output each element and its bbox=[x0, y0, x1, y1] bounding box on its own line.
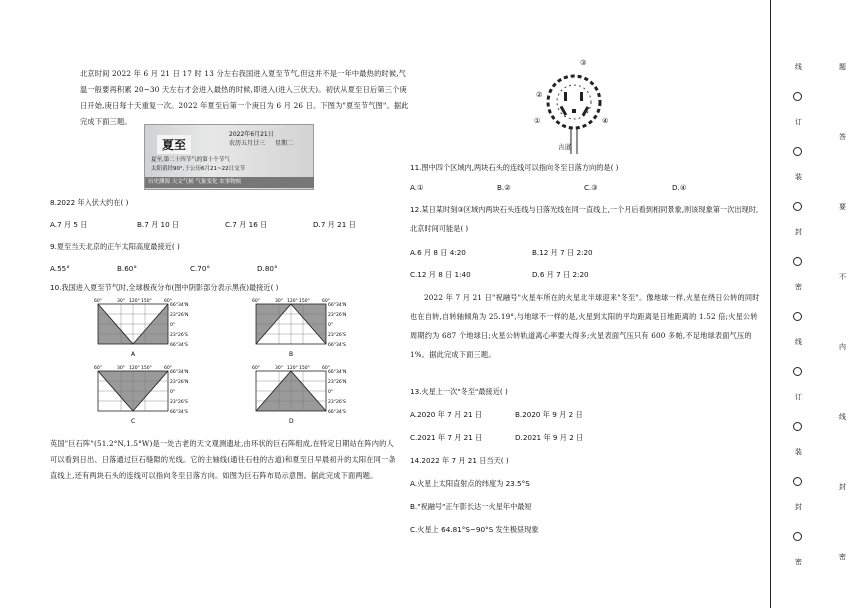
binding-hole-icon bbox=[793, 367, 802, 376]
q9-option-d: D.80° bbox=[257, 264, 278, 273]
stonehenge-road-label: 古道 bbox=[558, 143, 571, 151]
q9-option-a: A.55° bbox=[50, 264, 70, 273]
binding-char: 密 bbox=[795, 283, 802, 291]
q13-stem: 13.火星上一次"冬至"最接近( ) bbox=[410, 387, 508, 396]
q12-option-c: C.12 月 8 日 1:40 bbox=[410, 270, 471, 279]
intro-paragraph-1: 北京时间 2022 年 6 月 21 日 17 时 13 分左右我国进入夏至节气,但这并不是一年中最热的时候,气温一般要再积累 20~30 天左右才会进入最热的时候,即进入(进入三伏天)。初伏从夏至日后第三个庚日开始,庚日每十天重复一次。2022 年夏至后第一个庚日为 6 月 26 日。下图为"夏至节气图"。据此完成下面三题。 bbox=[80, 69, 409, 126]
binding-hole-icon bbox=[793, 477, 802, 486]
binding-char-inner: 封 bbox=[839, 483, 846, 491]
lat-label: 66°34'N bbox=[170, 370, 189, 375]
q8-option-b: B.7 月 10 日 bbox=[137, 220, 180, 229]
binding-char-inner: 要 bbox=[839, 203, 846, 211]
lon-label: 60° bbox=[322, 366, 330, 371]
polar-night-map-b bbox=[250, 296, 355, 360]
lon-label: 150° bbox=[141, 366, 152, 371]
banner-title: 夏至 bbox=[157, 135, 191, 154]
stonehenge-diagram bbox=[534, 58, 614, 152]
q11-option-b: B.② bbox=[497, 183, 511, 192]
q14-option-b: B."祝融号"正午影长达一火星年中最短 bbox=[410, 502, 532, 511]
lat-label: 23°26'S bbox=[170, 400, 188, 405]
q13-option-c: C.2021 年 7 月 21 日 bbox=[410, 433, 483, 442]
lon-label: 30° bbox=[275, 299, 283, 304]
lat-label: 23°26'N bbox=[328, 313, 347, 318]
map-letter: C bbox=[131, 418, 136, 425]
binding-hole-icon bbox=[793, 257, 802, 266]
lat-label: 66°34'N bbox=[170, 303, 189, 308]
q14-option-a: A.火星上太阳直射点的纬度为 23.5°S bbox=[410, 479, 530, 488]
lon-label: 120° bbox=[287, 299, 298, 304]
binding-char: 订 bbox=[795, 118, 802, 126]
q10-stem: 10.我国进入夏至节气时,全球极夜分布(图中阴影部分表示黑夜)最接近( ) bbox=[50, 283, 279, 292]
binding-char-inner: 密 bbox=[839, 553, 846, 561]
stonehenge-mark-1: ① bbox=[534, 116, 541, 125]
q11-stem: 11.图中四个区域内,两块石头的连线可以指向冬至日落方向的是( ) bbox=[410, 163, 619, 172]
lat-label: 23°26'S bbox=[328, 333, 346, 338]
banner-date: 2022年6月21日 bbox=[229, 131, 274, 138]
lon-label: 60° bbox=[164, 299, 172, 304]
q13-option-d: D.2021 年 9 月 2 日 bbox=[515, 433, 584, 442]
intro-paragraph-2: 英国"巨石阵"(51.2°N,1.5°W)是一处古老的天文观测遗址,由环状的巨石阵组成,在特定日期站在阵内的人可以看到日出、日落通过巨石缝隙的光线。它的主轴线(通往石柱的古道)和夏至日早晨初升的太阳在同一条直线上,还有两块石头的连线可以指向冬至日落方向。如图为巨石阵布局示意图。据此完成下面两题。 bbox=[50, 439, 396, 480]
polar-night-map-c bbox=[92, 363, 197, 427]
intro-paragraph-3: 2022 年 7 月 21 日"祝融号"火星车所在的火星北半球迎来"冬至"。像地球一样,火星在绕日公转的同时也在自转,自转轴倾角为 25.19°,与地球不一样的是,火星到太阳的平均距离是日地距离的 1.52 倍;火星公转周期约为 687 个地球日;火星公转轨道离心率要大得多;火星表面气压只有 600 多帕,不足地球表面气压的 1%。据此完成下面三题。 bbox=[410, 293, 760, 359]
lon-label: 60° bbox=[164, 366, 172, 371]
stonehenge-mark-3: ③ bbox=[580, 58, 587, 67]
lat-label: 66°34'N bbox=[328, 303, 347, 308]
binding-hole-icon bbox=[793, 147, 802, 156]
stonehenge-mark-2: ② bbox=[536, 90, 543, 99]
lon-label: 150° bbox=[299, 366, 310, 371]
binding-char-inner: 题 bbox=[839, 63, 846, 71]
lon-label: 30° bbox=[275, 366, 283, 371]
lat-label: 23°26'N bbox=[328, 380, 347, 385]
polar-night-map-a bbox=[92, 296, 197, 360]
banner-weekday: 星期二 bbox=[275, 140, 294, 147]
lon-label: 30° bbox=[117, 366, 125, 371]
binding-char: 封 bbox=[795, 228, 802, 236]
lon-label: 150° bbox=[141, 299, 152, 304]
banner-line-1: 夏至,第二十四节气的第十个节气 bbox=[151, 157, 230, 163]
binding-hole-icon bbox=[793, 422, 802, 431]
lat-label: 0° bbox=[170, 390, 176, 395]
lon-label: 30° bbox=[117, 299, 125, 304]
binding-char: 订 bbox=[795, 393, 802, 401]
lon-label: 60° bbox=[322, 299, 330, 304]
q9-option-b: B.60° bbox=[117, 264, 137, 273]
map-letter: D bbox=[289, 418, 294, 425]
lat-label: 66°34'N bbox=[328, 370, 347, 375]
lon-label: 120° bbox=[129, 299, 140, 304]
lat-label: 0° bbox=[328, 323, 334, 328]
lon-label: 60° bbox=[252, 366, 260, 371]
q14-stem: 14.2022 年 7 月 21 日当天( ) bbox=[410, 456, 509, 465]
binding-char-inner: 不 bbox=[839, 273, 846, 281]
binding-char: 线 bbox=[795, 63, 802, 71]
map-letter: A bbox=[131, 351, 136, 358]
q12-option-d: D.6 月 7 日 2:20 bbox=[532, 270, 589, 279]
binding-char-inner: 线 bbox=[839, 413, 846, 421]
q11-option-c: C.③ bbox=[584, 183, 598, 192]
binding-hole-icon bbox=[793, 92, 802, 101]
q9-option-c: C.70° bbox=[190, 264, 211, 273]
lon-label: 150° bbox=[299, 299, 310, 304]
binding-char: 封 bbox=[795, 503, 802, 511]
lon-label: 120° bbox=[287, 366, 298, 371]
q12-stem: 12.某日某时刻③区域内两块石头连线与日落光线在同一直线上,一个月后看到相同景象,则该现象第一次出现时,北京时间可能是( ) bbox=[410, 205, 759, 233]
polar-night-map-d bbox=[250, 363, 355, 427]
q8-stem: 8.2022 年入伏大约在( ) bbox=[50, 198, 129, 207]
q8-option-d: D.7 月 21 日 bbox=[313, 220, 356, 229]
banner-footer: 历史渊源 天文气候 气象变化 农事物候 bbox=[145, 177, 314, 188]
lat-label: 23°26'S bbox=[170, 333, 188, 338]
binding-char: 装 bbox=[795, 173, 802, 181]
banner-lunar: 农历五月廿三 bbox=[229, 140, 266, 147]
q12-option-a: A.6 月 8 日 4:20 bbox=[410, 248, 466, 257]
q14-option-c: C.火星上 64.81°S~90°S 发生极昼现象 bbox=[410, 525, 539, 534]
q8-option-a: A.7 月 5 日 bbox=[50, 220, 88, 229]
map-letter: B bbox=[289, 351, 294, 358]
lat-label: 66°34'S bbox=[328, 343, 346, 348]
stonehenge-mark-4: ④ bbox=[602, 116, 609, 125]
banner-line-2: 太阳黄经90°,于公历6月21~22日交节 bbox=[151, 166, 246, 172]
q12-option-b: B.12 月 7 日 2:20 bbox=[532, 248, 593, 257]
lat-label: 23°26'N bbox=[170, 380, 189, 385]
q8-option-c: C.7 月 16 日 bbox=[225, 220, 268, 229]
binding-strip bbox=[770, 0, 860, 608]
binding-hole-icon bbox=[793, 532, 802, 541]
binding-char-inner: 内 bbox=[839, 343, 846, 351]
lat-label: 0° bbox=[170, 323, 176, 328]
lat-label: 23°26'S bbox=[328, 400, 346, 405]
lat-label: 0° bbox=[328, 390, 334, 395]
q11-option-a: A.① bbox=[410, 183, 424, 192]
lon-label: 60° bbox=[94, 299, 102, 304]
lat-label: 23°26'N bbox=[170, 313, 189, 318]
q9-stem: 9.夏至当天北京的正午太阳高度最接近( ) bbox=[50, 242, 180, 251]
binding-hole-icon bbox=[793, 312, 802, 321]
binding-hole-icon bbox=[793, 202, 802, 211]
lat-label: 66°34'S bbox=[170, 410, 188, 415]
lat-label: 66°34'S bbox=[328, 410, 346, 415]
lat-label: 66°34'S bbox=[170, 343, 188, 348]
binding-char: 装 bbox=[795, 448, 802, 456]
lon-label: 60° bbox=[94, 366, 102, 371]
summer-solstice-banner bbox=[144, 124, 314, 190]
q11-option-d: D.④ bbox=[672, 183, 687, 192]
binding-char: 密 bbox=[795, 558, 802, 566]
binding-char-inner: 答 bbox=[839, 133, 846, 141]
lon-label: 120° bbox=[129, 366, 140, 371]
q13-option-b: B.2020 年 9 月 2 日 bbox=[515, 410, 583, 419]
binding-char: 线 bbox=[795, 338, 802, 346]
q13-option-a: A.2020 年 7 月 21 日 bbox=[410, 410, 483, 419]
lon-label: 60° bbox=[252, 299, 260, 304]
